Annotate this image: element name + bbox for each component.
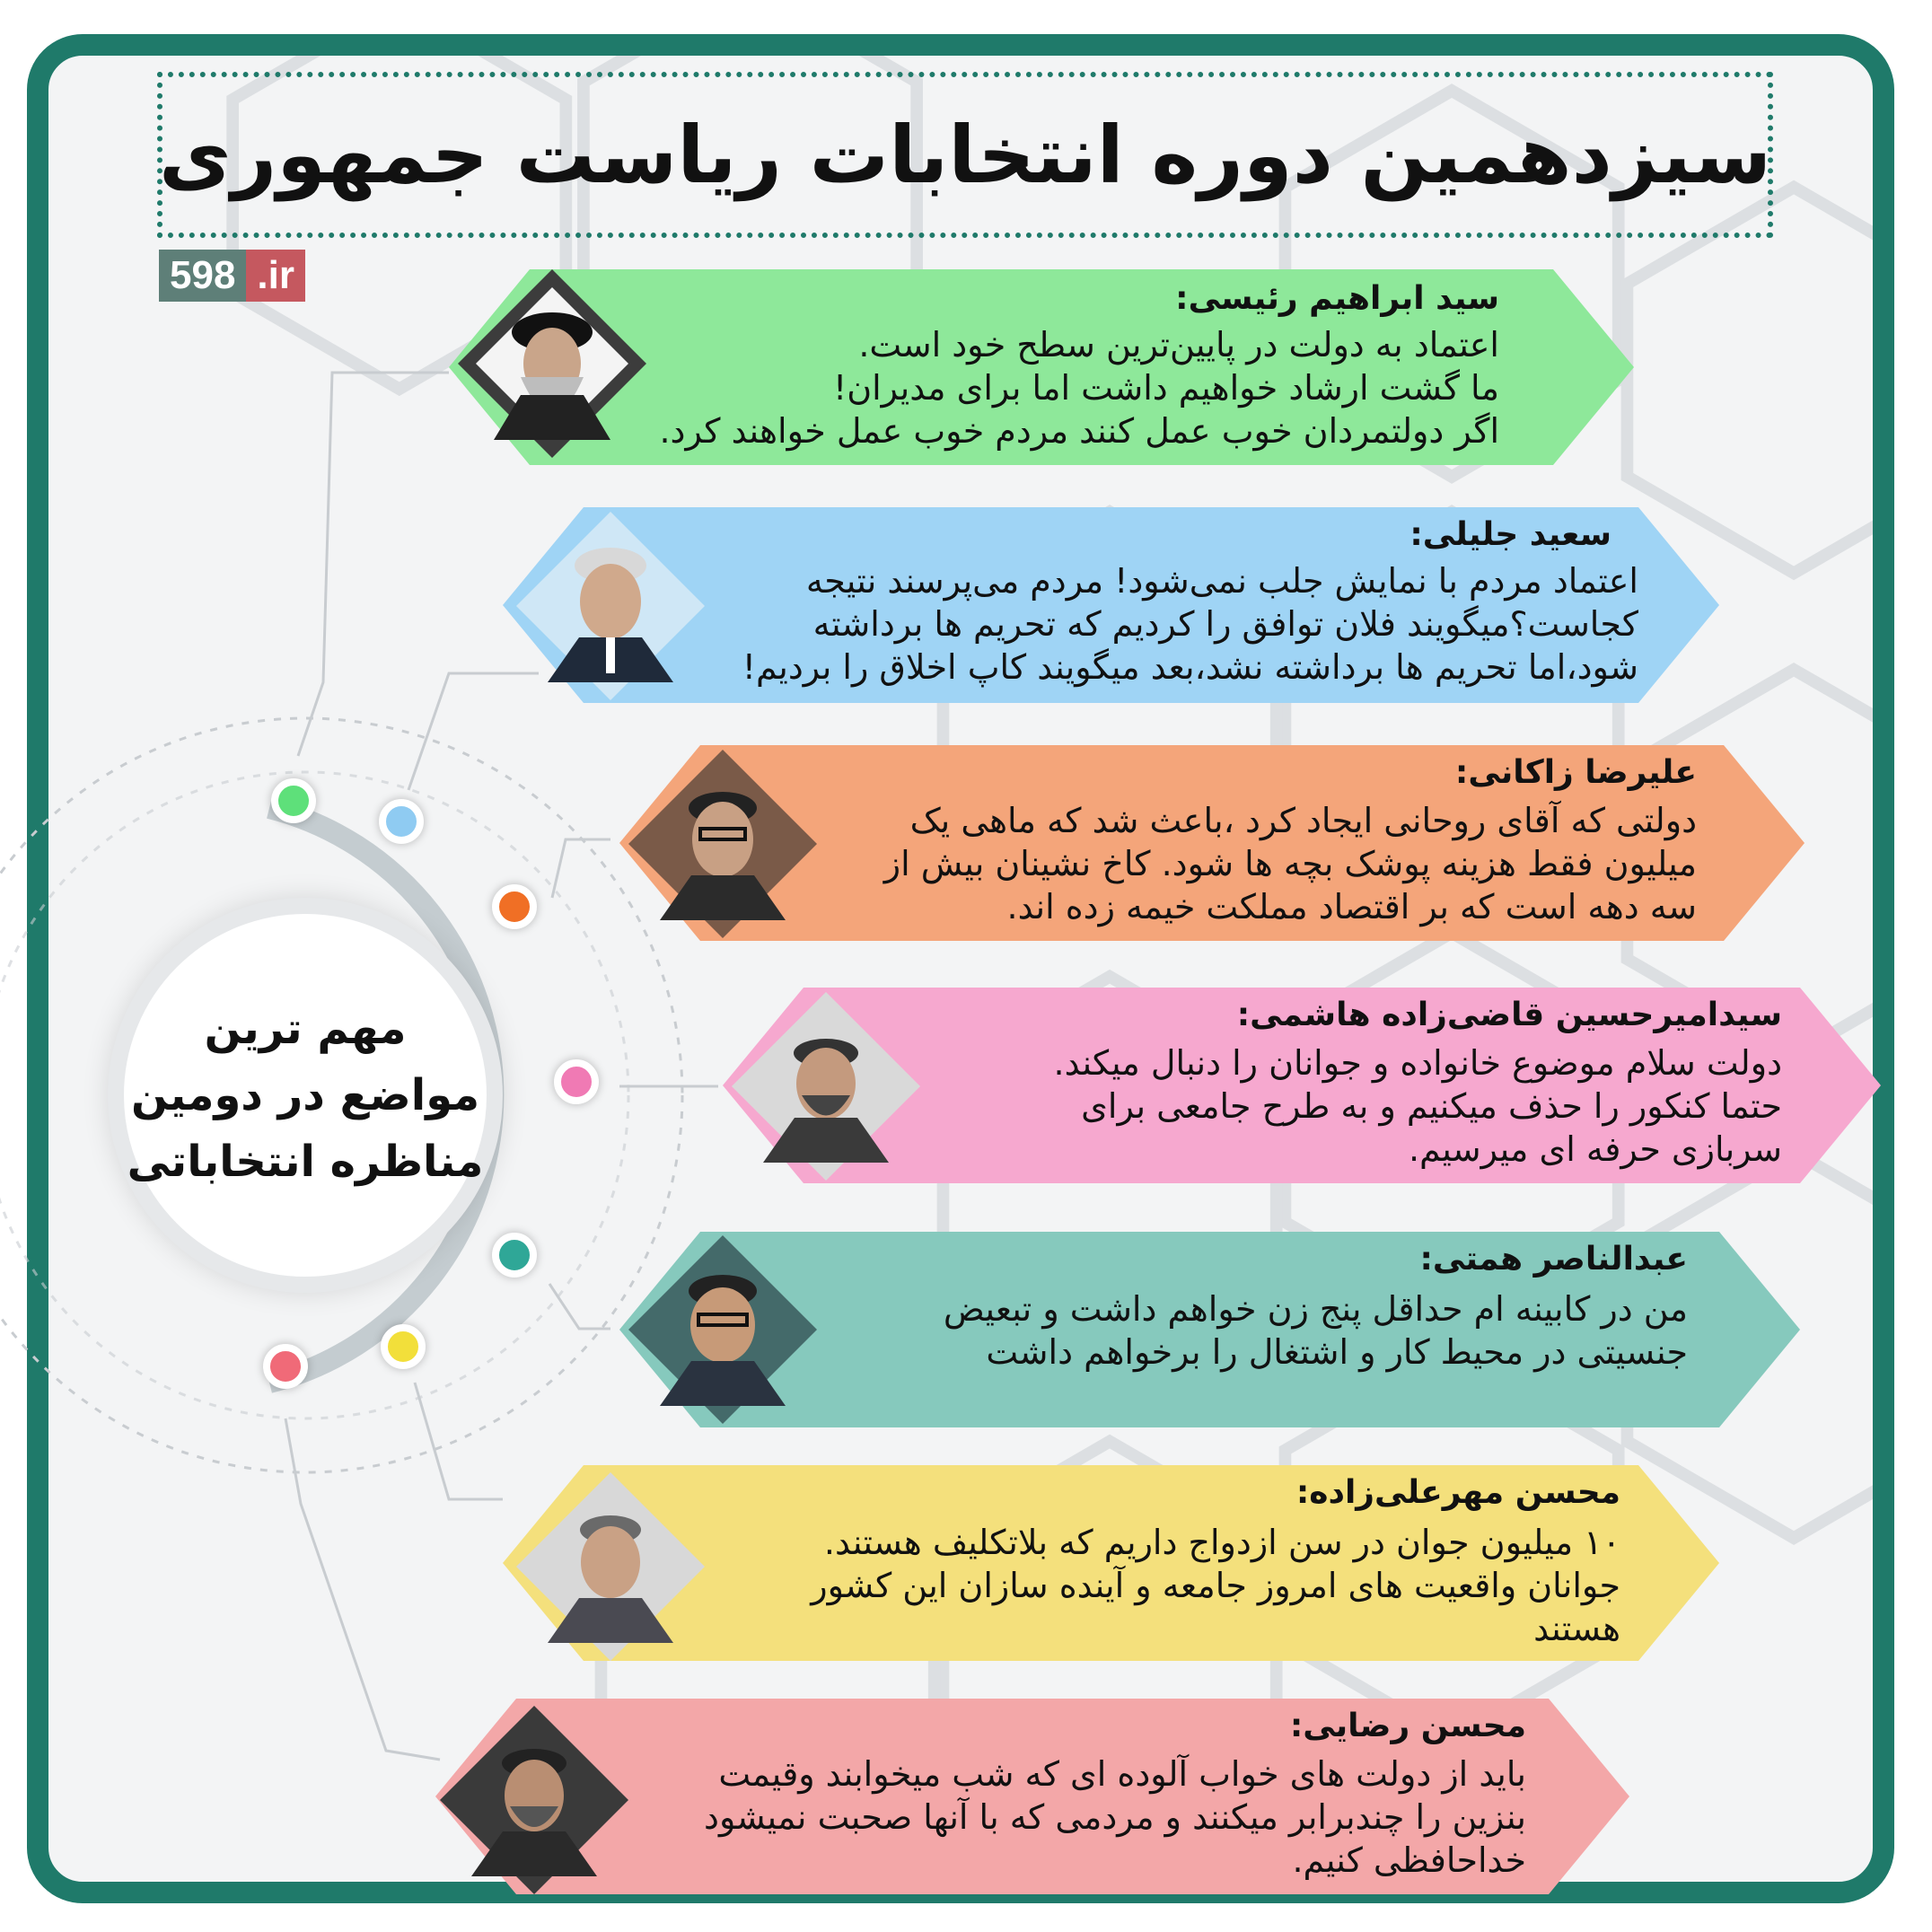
candidate-name: سید ابراهیم رئیسی: bbox=[1175, 280, 1499, 317]
logo-number: 598 bbox=[159, 250, 246, 302]
site-logo bbox=[159, 250, 305, 302]
dot-mehralizadeh bbox=[381, 1324, 426, 1369]
candidate-photo-zakani bbox=[628, 750, 817, 938]
candidate-name: محسن مهرعلی‌زاده: bbox=[1295, 1474, 1620, 1511]
candidate-photo-hemmati bbox=[628, 1235, 817, 1424]
center-label-line2: مواضع در دومین bbox=[130, 1070, 480, 1120]
candidate-photo-raisi bbox=[458, 269, 646, 458]
candidate-quote: ۱۰ میلیون جوان در سن ازدواج داریم که بلاتکلیف هستند. جوانان واقعیت های امروز جامعه و آینده سازان این کشور هستند bbox=[811, 1523, 1620, 1648]
candidate-name: علیرضا زاکانی: bbox=[1454, 754, 1697, 791]
candidate-quote: اعتماد به دولت در پایین‌ترین سطح خود است. ما گشت ارشاد خواهیم داشت اما برای مدیران! اگر دولتمردان خوب عمل کنند مردم خوب عمل خواهند کرد. bbox=[659, 325, 1499, 451]
logo-tld: .ir bbox=[246, 250, 305, 302]
dot-rezaei bbox=[263, 1344, 308, 1389]
dot-raisi bbox=[271, 778, 316, 823]
center-label-circle bbox=[108, 898, 503, 1293]
candidate-quote: اعتماد مردم با نمایش جلب نمی‌شود! مردم می‌پرسند نتیجه کجاست؟میگویند فلان توافق را کردیم که تحریم ها برداشته شود،اما تحریم ها برداشته نشد،بعد میگویند کاپ اخلاق را بردیم! bbox=[742, 561, 1638, 687]
candidate-photo-ghazizadeh bbox=[732, 992, 920, 1181]
candidate-photo-jalili bbox=[516, 512, 705, 700]
title-box bbox=[157, 72, 1773, 238]
candidate-quote: دولتی که آقای روحانی ایجاد کرد ،باعث شد که ماهی یک میلیون فقط هزینه پوشک بچه ها شود. کاخ نشینان بیش از سه دهه است که بر اقتصاد مملکت خیمه زده اند. bbox=[883, 801, 1697, 926]
dot-jalili bbox=[379, 799, 424, 844]
candidate-name: عبدالناصر همتی: bbox=[1419, 1241, 1688, 1278]
candidate-quote: باید از دولت های خواب آلوده ای که شب میخوابند وقیمت بنزین را چندبرابر میکنند و مردمی که با آنها صحبت نمیشود خداحافظی کنیم. bbox=[704, 1754, 1526, 1880]
center-label bbox=[127, 996, 484, 1195]
candidate-quote: دولت سلام موضوع خانواده و جوانان را دنبال میکند. حتما کنکور را حذف میکنیم و به طرح جامعی برای سربازی حرفه ای میرسیم. bbox=[1053, 1043, 1782, 1169]
center-label-line3: مناظره انتخاباتی bbox=[127, 1137, 484, 1187]
dot-ghazizadeh bbox=[554, 1059, 599, 1104]
candidate-name: محسن رضایی: bbox=[1289, 1708, 1526, 1744]
dot-zakani bbox=[492, 884, 537, 929]
candidate-name: سعید جلیلی: bbox=[1409, 516, 1611, 553]
candidate-photo-mehralizadeh bbox=[516, 1472, 705, 1661]
candidate-name: سیدامیرحسین قاضی‌زاده هاشمی: bbox=[1236, 997, 1782, 1033]
candidate-quote: من در کابینه ام حداقل پنج زن خواهم داشت و تبعیض جنسیتی در محیط کار و اشتغال را برخواهم داشت bbox=[943, 1289, 1688, 1372]
dot-hemmati bbox=[492, 1233, 537, 1278]
candidate-photo-rezaei bbox=[440, 1706, 628, 1894]
center-label-line1: مهم ترین bbox=[204, 1004, 407, 1054]
page-title: سیزدهمین دوره انتخابات ریاست جمهوری bbox=[158, 109, 1772, 201]
